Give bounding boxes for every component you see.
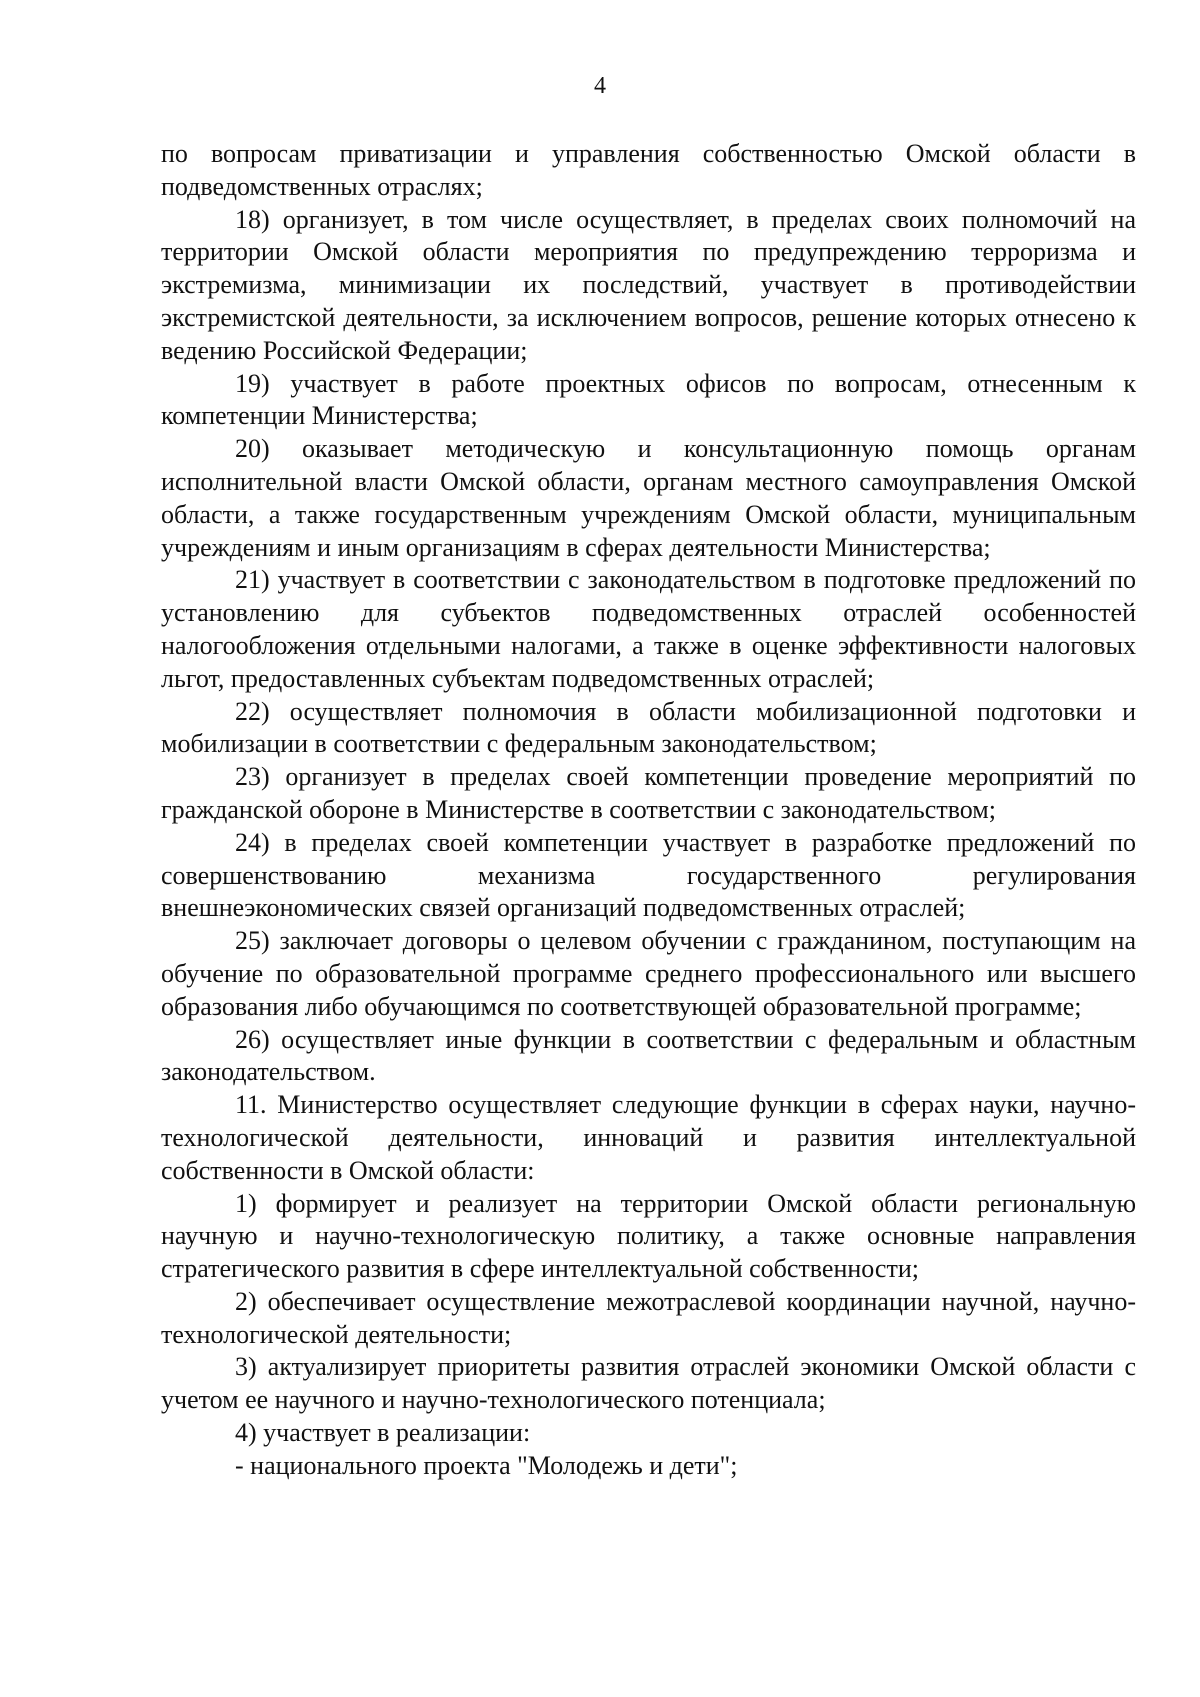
document-body [161, 138, 1136, 1483]
paragraph: 21) участвует в соответствии с законодательством в подготовке предложений по установлению для субъектов подведомственных отраслей особенностей налогообложения отдельными налогами, а также в оценке эффективности налоговых льгот, предоставленных субъектам подведомственных отраслей; [161, 565, 1136, 693]
paragraph: 1) формирует и реализует на территории Омской области региональную научную и научно-технологическую политику, а также основные направления стратегического развития в сфере интеллектуальной собственности; [161, 1188, 1136, 1284]
paragraph: по вопросам приватизации и управления собственностью Омской области в подведомственных отраслях; [161, 139, 1136, 201]
paragraph: 2) обеспечивает осуществление межотраслевой координации научной, научно-технологической деятельности; [161, 1286, 1136, 1349]
paragraph: 11. Министерство осуществляет следующие функции в сферах науки, научно-технологической деятельности, инноваций и развития интеллектуальной собственности в Омской области: [161, 1090, 1136, 1185]
paragraph: 26) осуществляет иные функции в соответствии с федеральным и областным законодательством. [161, 1024, 1136, 1087]
page-number: 4 [594, 73, 606, 99]
paragraph: 20) оказывает методическую и консультационную помощь органам исполнительной власти Омской области, органам местного самоуправления Омской области, а также государственным учреждениям Омской области, муниципальным учреждениям и иным организациям в сферах деятельности Министерства; [161, 434, 1136, 562]
paragraph: 4) участвует в реализации: [235, 1418, 531, 1448]
paragraph: 22) осуществляет полномочия в области мобилизационной подготовки и мобилизации в соответствии с федеральным законодательством; [161, 696, 1136, 759]
paragraph: 18) организует, в том числе осуществляет, в пределах своих полномочий на территории Омской области мероприятия по предупреждению терроризма и экстремизма, минимизации их последствий, участвует в противодействии экстремистской деятельности, за исключением вопросов, решение которых отнесено к ведению Российской Федерации; [161, 204, 1136, 365]
paragraph: 24) в пределах своей компетенции участвует в разработке предложений по совершенствованию механизма государственного регулирования внешнеэкономических связей организаций подведомственных отраслей; [161, 827, 1136, 923]
paragraph: 23) организует в пределах своей компетенции проведение мероприятий по гражданской обороне в Министерстве в соответствии с законодательством; [161, 762, 1136, 824]
paragraph: 25) заключает договоры о целевом обучении с гражданином, поступающим на обучение по образовательной программе среднего профессионального или высшего образования либо обучающимся по соответствующей образовательной программе; [161, 926, 1136, 1021]
paragraph: 3) актуализирует приоритеты развития отраслей экономики Омской области с учетом ее научного и научно-технологического потенциала; [161, 1352, 1136, 1415]
paragraph: 19) участвует в работе проектных офисов по вопросам, отнесенным к компетенции Министерства; [161, 368, 1136, 431]
paragraph: - национального проекта "Молодежь и дети"; [235, 1450, 738, 1480]
